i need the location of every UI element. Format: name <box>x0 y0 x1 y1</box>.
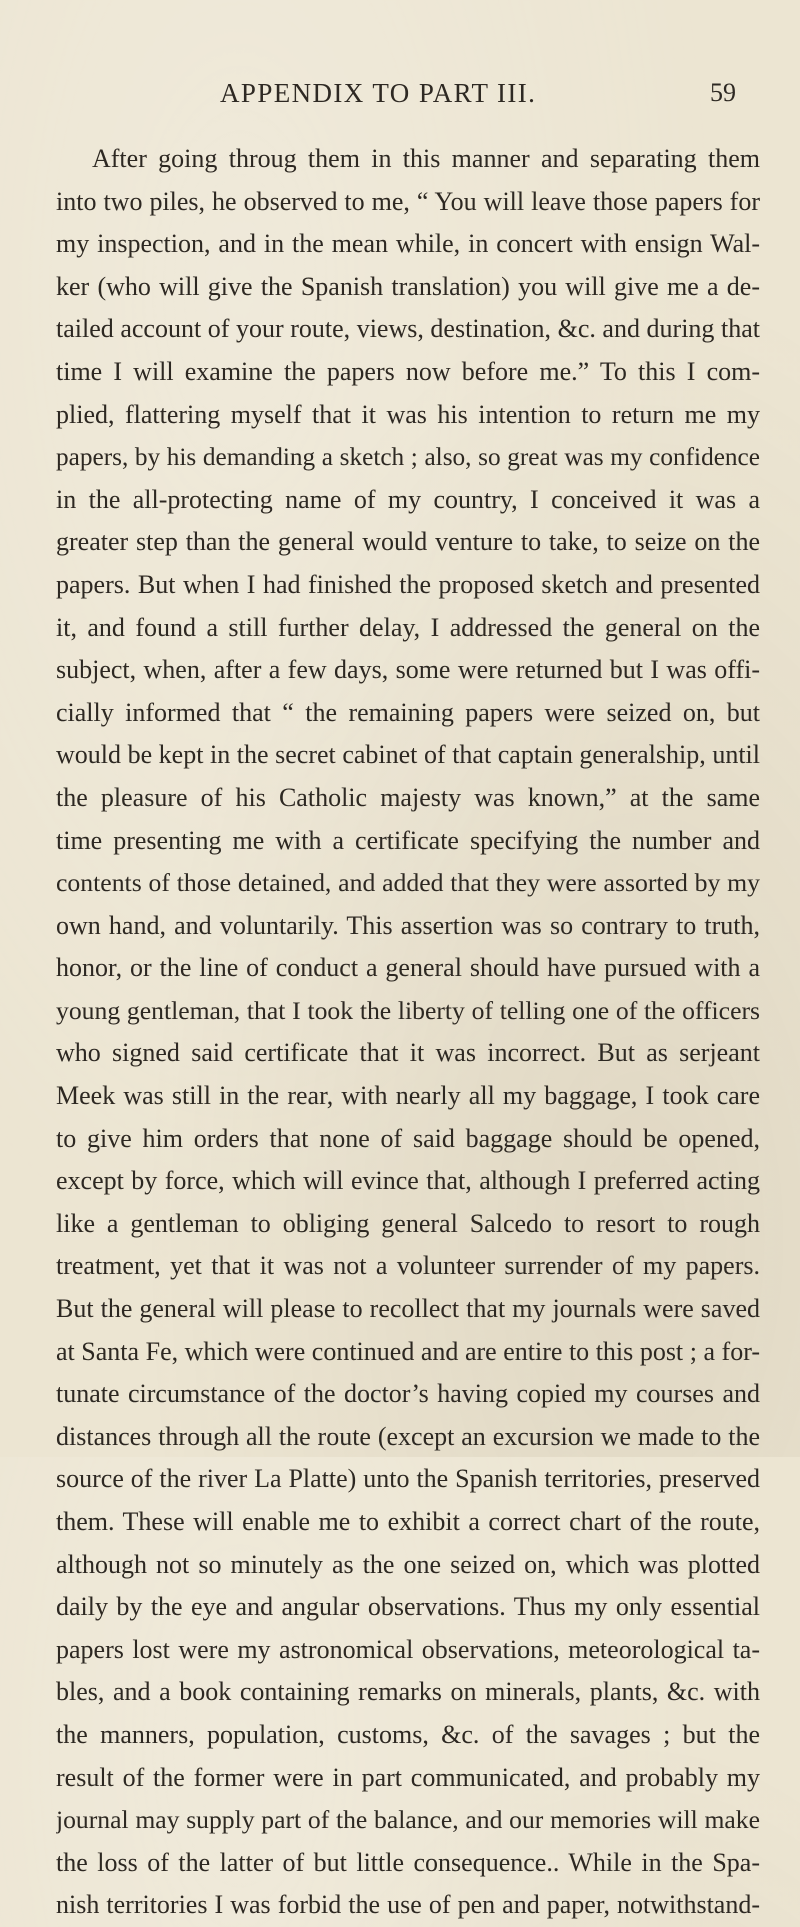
text-line: But the general will please to recollect that my journals were saved <box>56 1294 760 1324</box>
text-line: honor, or the line of conduct a general should have pursued with a <box>56 953 760 983</box>
running-head <box>56 78 760 122</box>
text-line: bles, and a book containing remarks on minerals, plants, &c. with <box>56 1677 760 1707</box>
text-line: journal may supply part of the balance, and our memories will make <box>56 1805 760 1835</box>
text-line: my inspection, and in the mean while, in concert with ensign Wal- <box>56 229 760 259</box>
text-line: After going throug them in this manner and separating them <box>92 144 760 173</box>
text-line: would be kept in the secret cabinet of that captain generalship, until <box>56 740 760 770</box>
text-line: papers, by his demanding a sketch ; also, so great was my confidence <box>56 443 760 472</box>
text-line: daily by the eye and angular observations. Thus my only essential <box>56 1592 760 1622</box>
text-line: papers lost were my astronomical observations, meteorological ta- <box>56 1634 760 1664</box>
text-line: in the all-protecting name of my country, I conceived it was a <box>56 484 760 514</box>
running-title: APPENDIX TO PART III. <box>220 78 537 108</box>
text-line: result of the former were in part communicated, and probably my <box>56 1762 760 1792</box>
page-number: 59 <box>710 78 736 107</box>
text-line: nish territories I was forbid the use of pen and paper, notwithstand- <box>56 1890 760 1920</box>
text-line: Meek was still in the rear, with nearly all my baggage, I took care <box>56 1081 760 1111</box>
text-line: the loss of the latter of but little consequence.. While in the Spa- <box>56 1847 760 1877</box>
text-line: papers. But when I had finished the proposed sketch and presented <box>56 569 760 599</box>
text-line: cially informed that “ the remaining papers were seized on, but <box>56 697 760 727</box>
text-line: although not so minutely as the one seized on, which was plotted <box>56 1549 760 1579</box>
text-line: the pleasure of his Catholic majesty was known,” at the same <box>56 782 760 812</box>
body-text <box>56 138 760 1927</box>
text-line: ker (who will give the Spanish translation) you will give me a de- <box>56 271 760 301</box>
text-line: contents of those detained, and added that they were assorted by my <box>56 868 760 898</box>
text-line: the manners, population, customs, &c. of the savages ; but the <box>56 1719 760 1749</box>
text-line: plied, flattering myself that it was his intention to return me my <box>56 399 760 429</box>
text-line: time presenting me with a certificate specifying the number and <box>56 825 760 855</box>
text-line: like a gentleman to obliging general Salcedo to resort to rough <box>56 1208 760 1238</box>
text-line: source of the river La Platte) unto the Spanish territories, preserved <box>56 1464 760 1494</box>
text-line: them. These will enable me to exhibit a correct chart of the route, <box>56 1507 760 1536</box>
text-line: distances through all the route (except an excursion we made to the <box>56 1421 760 1451</box>
text-line: treatment, yet that it was not a volunteer surrender of my papers. <box>56 1251 760 1281</box>
text-line: except by force, which will evince that, although I preferred acting <box>56 1166 760 1196</box>
text-line: greater step than the general would venture to take, to seize on the <box>56 527 760 557</box>
text-line: to give him orders that none of said baggage should be opened, <box>56 1123 760 1153</box>
text-line: who signed said certificate that it was incorrect. But as serjeant <box>56 1038 760 1068</box>
text-line: own hand, and voluntarily. This assertion was so contrary to truth, <box>56 910 760 940</box>
text-line: it, and found a still further delay, I addressed the general on the <box>56 612 760 642</box>
text-line: young gentleman, that I took the liberty of telling one of the officers <box>56 995 760 1025</box>
text-line: tailed account of your route, views, destination, &c. and during that <box>56 314 760 344</box>
text-line: subject, when, after a few days, some were returned but I was offi- <box>56 655 760 685</box>
text-line: time I will examine the papers now before me.” To this I com- <box>56 356 760 386</box>
text-line: at Santa Fe, which were continued and are entire to this post ; a for- <box>56 1336 760 1366</box>
text-line: into two piles, he observed to me, “ You will leave those papers for <box>56 186 760 216</box>
text-line: tunate circumstance of the doctor’s having copied my courses and <box>56 1379 760 1409</box>
